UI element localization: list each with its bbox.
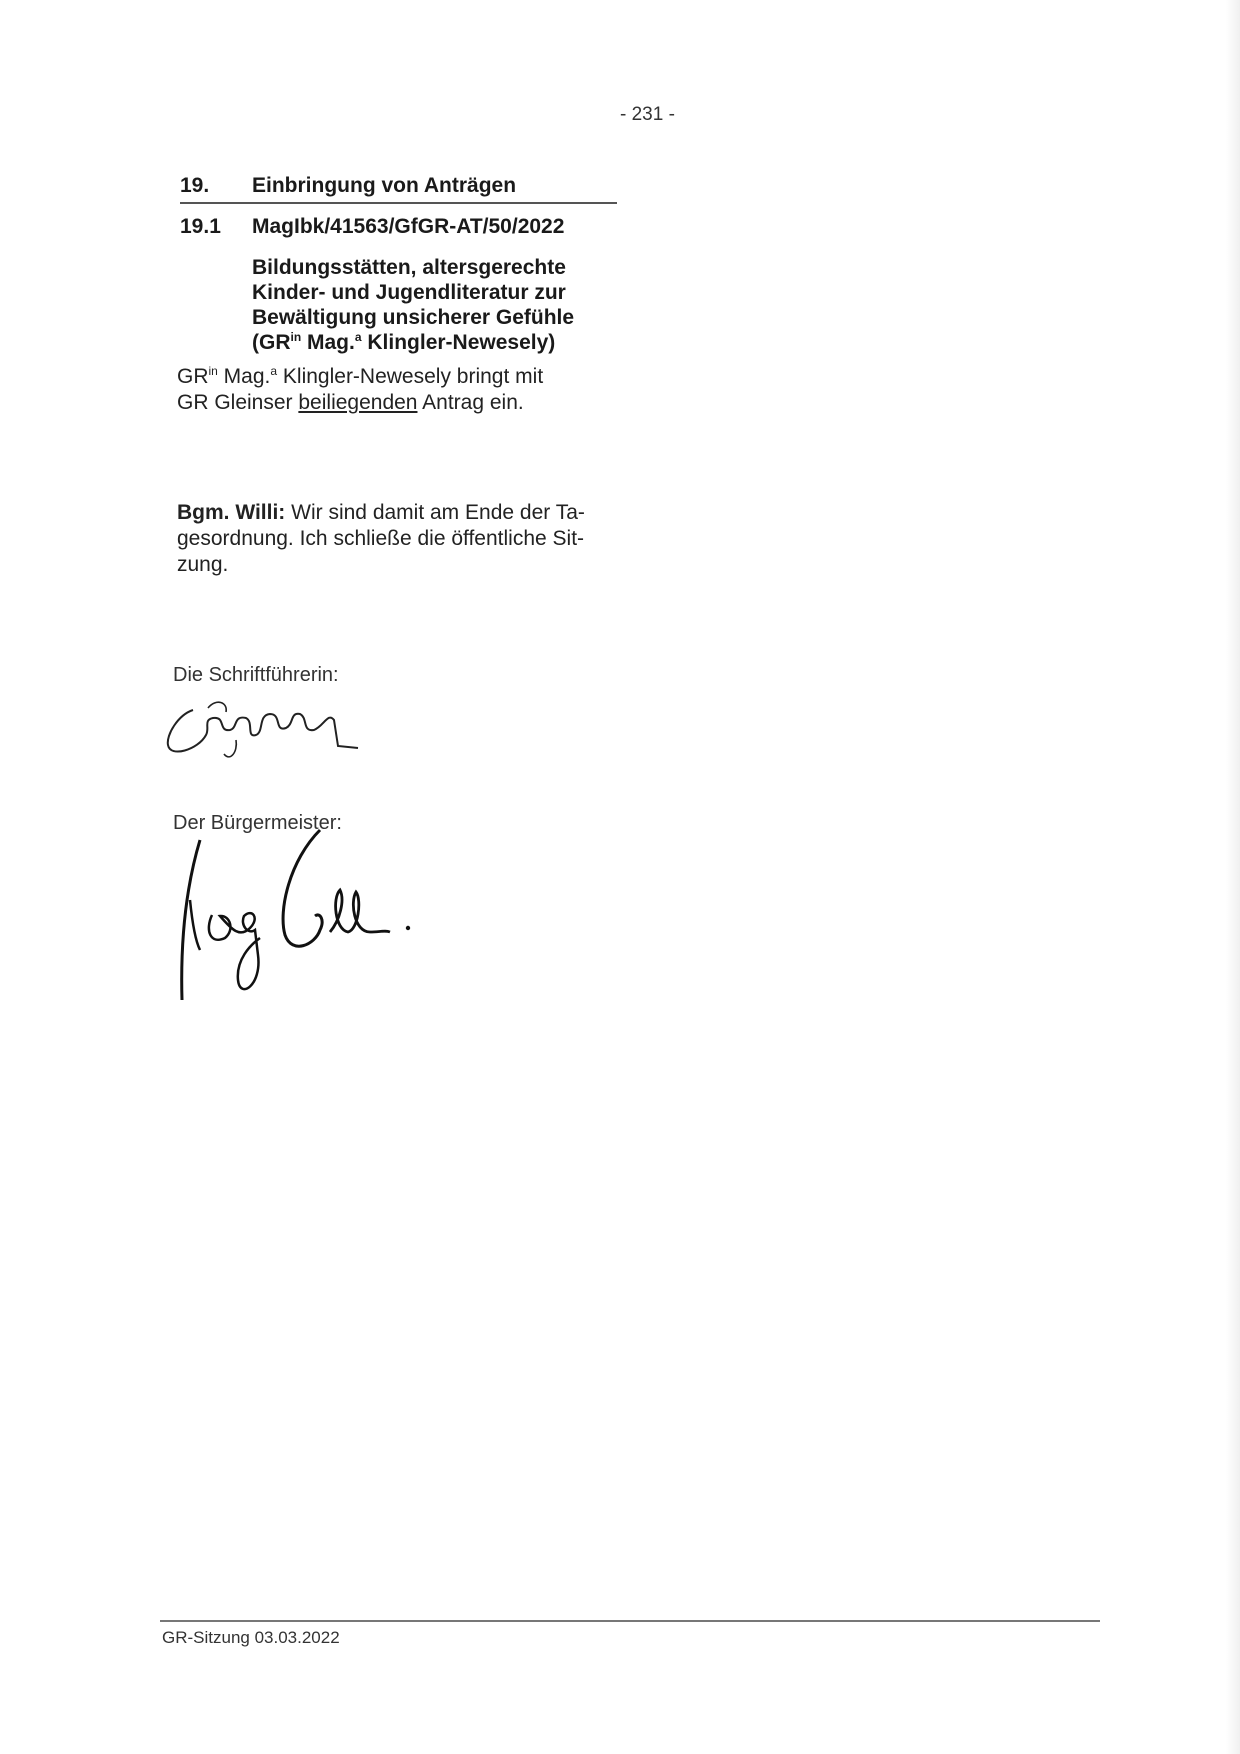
footer-text: GR-Sitzung 03.03.2022 (162, 1628, 340, 1647)
author-prefix: (GR (252, 331, 291, 354)
mayor-signature (170, 820, 450, 1010)
footer-divider (160, 1620, 1100, 1622)
motion-line1-rest: Klingler-Newesely bringt mit (277, 365, 544, 388)
motion-line2-start: GR Gleinser (177, 391, 299, 414)
motion-underlined-word: beiliegenden (298, 391, 418, 414)
author-mid: Mag. (301, 331, 355, 354)
page-number: - 231 - (620, 104, 675, 125)
section-heading (180, 174, 617, 204)
section-title: Einbringung von Anträgen (252, 174, 517, 197)
item-title-line: Bewältigung unsicherer Gefühle (252, 306, 575, 329)
item-reference: MagIbk/41563/GfGR-AT/50/2022 (252, 215, 565, 238)
closing-line-1 (177, 500, 622, 526)
speaker-name: Bgm. Willi: (177, 501, 286, 524)
motion-prefix: GR (177, 365, 209, 388)
item-title (252, 255, 632, 355)
motion-sup: in (208, 364, 218, 378)
motion-line2-end: Antrag ein. (417, 391, 524, 414)
item-heading (180, 215, 564, 239)
recorder-label: Die Schriftführerin: (173, 664, 339, 686)
author-name: Klingler-Newesely) (361, 331, 556, 354)
closing-line-3: zung. (177, 553, 229, 576)
scan-edge (1226, 0, 1240, 1754)
motion-paragraph (177, 364, 617, 416)
item-number: 19.1 (180, 215, 221, 238)
mayor-label: Der Bürgermeister: (173, 812, 342, 834)
closing-text-1: Wir sind damit am Ende der Ta- (285, 501, 585, 524)
closing-line-2: gesordnung. Ich schließe die öffentliche Sit- (177, 527, 585, 550)
motion-line-2 (177, 390, 617, 416)
item-title-line: Kinder- und Jugendliteratur zur (252, 281, 566, 304)
author-sup2: a (354, 330, 362, 344)
motion-mid: Mag. (217, 365, 271, 388)
recorder-signature (158, 690, 398, 770)
item-title-author (252, 330, 632, 355)
section-number: 19. (180, 174, 210, 197)
motion-sup2: a (270, 364, 278, 378)
author-sup: in (290, 330, 302, 344)
closing-paragraph (177, 500, 622, 578)
item-title-line: Bildungsstätten, altersgerechte (252, 256, 566, 279)
motion-line-1 (177, 364, 617, 390)
